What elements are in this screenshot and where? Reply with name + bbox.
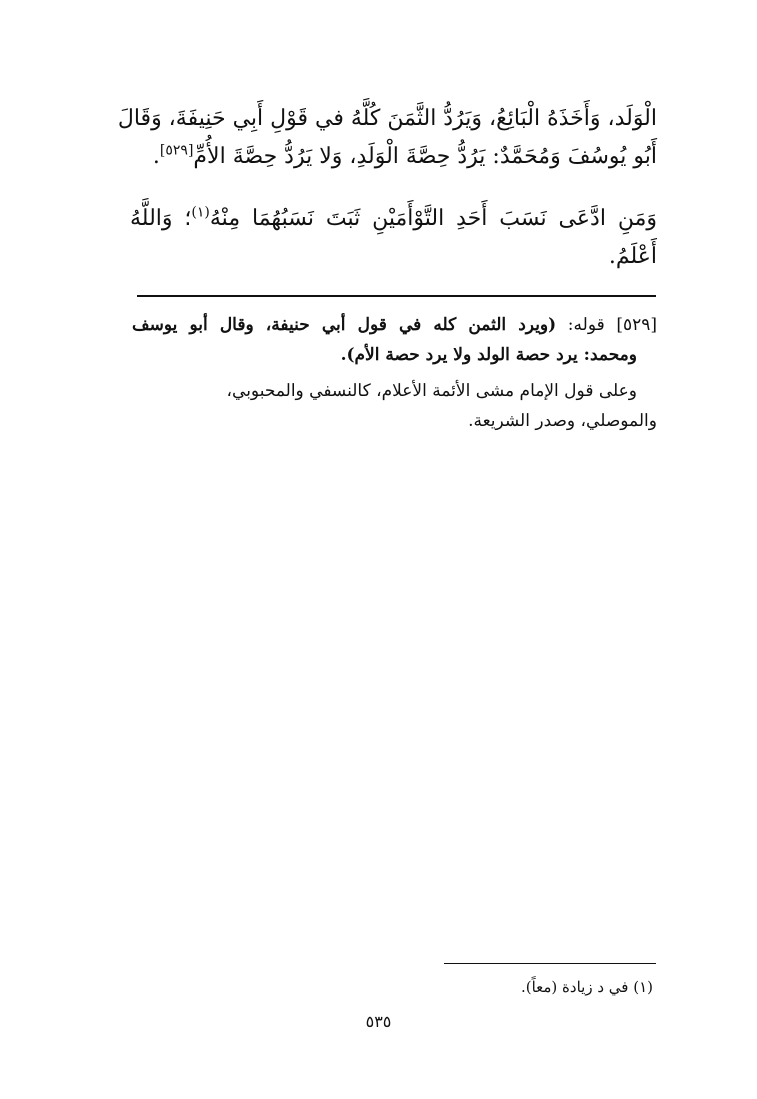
main-text-line-3-end: ؛ وَاللَّهُ: [130, 206, 192, 231]
main-text-line-4: أَعْلَمُ.: [608, 244, 657, 269]
main-text-line-3: [130, 200, 657, 238]
footnote-divider: [444, 963, 656, 964]
commentary-quote-part-1: (ويرد الثمن كله في قول أبي حنيفة، وقال أبو يوسف: [132, 315, 557, 335]
page-number: ٥٣٥: [365, 1012, 392, 1031]
main-text-line-2: [130, 138, 657, 176]
main-text-line-1: الْوَلَد، وَأَخَذَهُ الْبَائِعُ، وَيَرُدُّ الثَّمَنَ كُلَّهُ في قَوْلِ أَبِي حَنِيفَةَ، وَقَالَ: [117, 106, 657, 131]
commentary-body-line-1: وعلى قول الإمام مشى الأئمة الأعلام، كالنسفي والمحبوبي،: [226, 381, 637, 401]
commentary-body-line-2: والموصلي، وصدر الشريعة.: [468, 411, 657, 431]
footnote: (١) في د زيادة (معاً).: [520, 978, 653, 996]
main-text-line-2-end: .: [152, 144, 160, 169]
commentary-intro: قوله:: [567, 315, 605, 335]
main-text-block: [117, 100, 657, 176]
main-text-paragraph-2: [130, 200, 657, 276]
commentary-reference-marker[interactable]: [٥٢٩]: [159, 142, 194, 159]
commentary-quote-line-1: [132, 310, 657, 340]
commentary-block: [132, 310, 657, 436]
commentary-ref-number: [٥٢٩]: [616, 315, 658, 335]
main-text-line-2-body: أَبُو يُوسُفَ وَمُحَمَّدٌ: يَرُدُّ حِصَّةَ الْوَلَدِ، وَلا يَرُدُّ حِصَّةَ الأُمِّ: [193, 144, 657, 169]
commentary-quote-line-2: ومحمد: يرد حصة الولد ولا يرد حصة الأم).: [340, 345, 637, 365]
commentary-divider: [137, 295, 656, 297]
main-text-line-3-body: وَمَنِ ادَّعَى نَسَبَ أَحَدِ التَّوْأَمَيْنِ ثَبَتَ نَسَبُهُمَا مِنْهُ: [209, 206, 657, 231]
footnote-reference-marker[interactable]: (١): [191, 204, 210, 221]
